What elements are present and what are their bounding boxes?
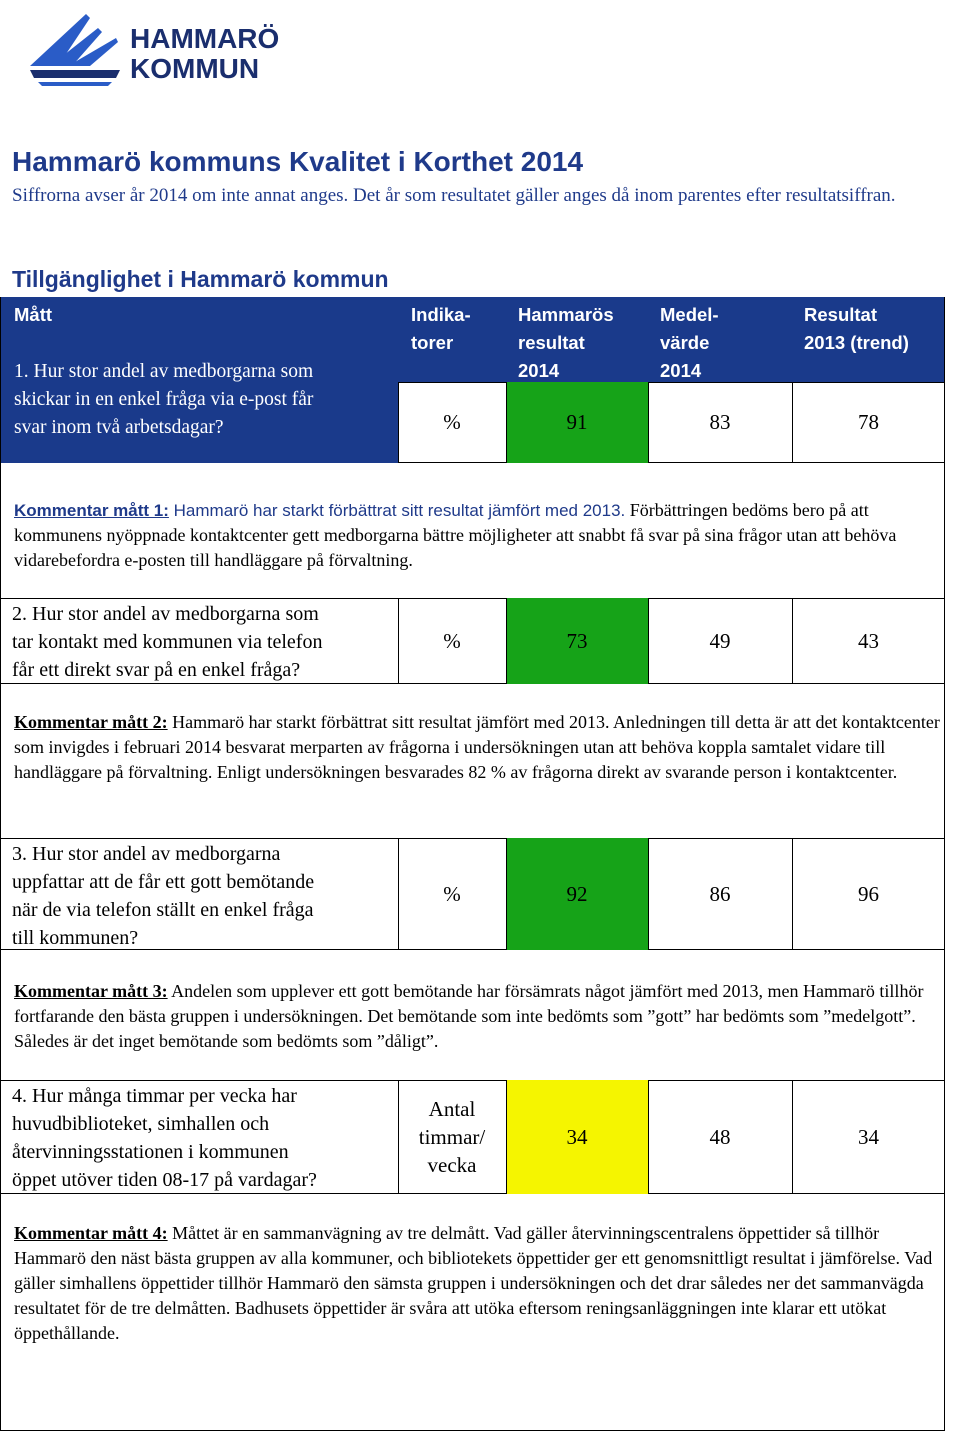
logo-line2: KOMMUN [130,53,260,84]
comment-label: Kommentar mått 1: [14,501,169,520]
measure-3-result: 92 [506,838,648,950]
question-line: 4. Hur många timmar per vecka har [12,1085,297,1107]
measure-1-indicator: % [443,410,461,434]
header-medel-line: värde [660,332,710,353]
indicator-line: vecka [427,1153,477,1177]
comment-body: Förbättringen bedöms bero på att kommunens nyöppnade kontaktcenter gett medborgarna bättre möjligheter att snabbt få svar på sina frågor utan att behöva vidarebefordra e-posten till handläggare på förvaltning. [14,500,897,570]
header-indikatorer-line: torer [411,332,454,353]
measure-3-indicator: % [443,881,461,906]
comment-text: Hammarö har starkt förbättrat sitt resultat jämfört med 2013. Anledningen till detta är att det kontaktcenter som invigdes i februari 2014 besvarat merparten av frågorna i undersökningen utan att behöva koppla samtalet vidare till handläggare på förvaltning. Enligt undersökningen besvarades 82 % av frågorna direkt av svarande person i kontaktcenter. [14,712,940,782]
header-resultat-line: Resultat [804,304,877,325]
question-line: 3. Hur stor andel av medborgarna [12,843,281,865]
measure-4-mean: 48 [709,1124,731,1149]
indicator-line: Antal [428,1097,476,1121]
question-line: skickar in en enkel fråga via e-post får [14,389,314,410]
measure-4-result: 34 [506,1080,648,1194]
measure-1-result: 91 [506,382,648,463]
logo-line1: HAMMARÖ [130,23,280,54]
measure-2-trend: 43 [858,628,879,653]
section-heading: Tillgänglighet i Hammarö kommun [12,266,389,292]
comment-label: Kommentar mått 2: [14,712,168,732]
indicator-line: timmar/ [418,1125,486,1149]
question-line: återvinningsstationen i kommunen [12,1141,289,1163]
comment-label: Kommentar mått 3: [14,981,168,1001]
question-line: när de via telefon ställt en enkel fråga [12,899,314,921]
header-hammaros-line: Hammarös [518,304,614,325]
measure-3-mean: 86 [709,881,731,906]
header-hammaros-line: resultat [518,332,585,353]
header-matt: Mått [14,304,53,325]
comment-text: Andelen som upplever ett gott bemötande har försämrats något jämfört med 2013, men Hammarö tillhör fortfarande den bästa gruppen i undersökningen. Det bemötande som inte bedömts som ”gott” har bedömts som ”medelgott”. Således är det inget bemötande som bedömts som ”dåligt”. [14,981,924,1051]
hammaro-logo-icon [30,14,120,86]
header-indikatorer-line: Indika- [411,304,471,325]
header-medel-line: Medel- [660,304,719,325]
intro-text: Siffrorna avser år 2014 om inte annat anges. Det år som resultatet gäller anges då inom parentes efter resultatsiffran. [12,185,896,206]
hammaro-logo [28,8,308,88]
measure-3-trend: 96 [858,881,879,906]
measure-2-result: 73 [506,598,648,684]
question-line: tar kontakt med kommunen via telefon [12,631,323,653]
question-line: uppfattar att de får ett gott bemötande [12,871,315,893]
measure-2-indicator: % [443,628,461,653]
question-line: 1. Hur stor andel av medborgarna som [14,361,314,382]
measure-4-trend: 34 [858,1124,879,1149]
question-line: huvudbiblioteket, simhallen och [12,1113,270,1135]
measure-1-trend: 78 [858,410,879,434]
page-title: Hammarö kommuns Kvalitet i Korthet 2014 [12,146,584,177]
header-hammaros-line: 2014 [518,360,560,381]
header-medel-line: 2014 [660,360,702,381]
measure-1-mean: 83 [709,410,731,434]
table-frame [0,297,945,1431]
question-line: till kommunen? [12,927,139,949]
question-line: 2. Hur stor andel av medborgarna som [12,603,319,625]
header-resultat-line: 2013 (trend) [804,332,909,353]
comment-head: Hammarö har starkt förbättrat sitt resultat jämfört med 2013. [168,501,626,520]
question-line: svar inom två arbetsdagar? [14,417,224,438]
question-line: öppet utöver tiden 08-17 på vardagar? [12,1169,317,1191]
comment-text: Måttet är en sammanvägning av tre delmått. Vad gäller återvinningscentralens öppettider så tillhör Hammarö den näst bästa gruppen av alla kommuner, och bibliotekets öppettider ger ett genomsnittligt resultat i jämförelse. Vad gäller simhallens öppettider tillhör Hammarö den sämsta gruppen i undersökningen och det drar således ner det sammanvägda resultatet för de tre delmåtten. Badhusets öppettider är svåra att utöka eftersom reningsanläggningen inte klarar ett utökat öppethållande. [14,1223,933,1343]
measure-2-mean: 49 [709,628,731,653]
question-line: får ett direkt svar på en enkel fråga? [12,659,301,681]
comment-label: Kommentar mått 4: [14,1223,168,1243]
